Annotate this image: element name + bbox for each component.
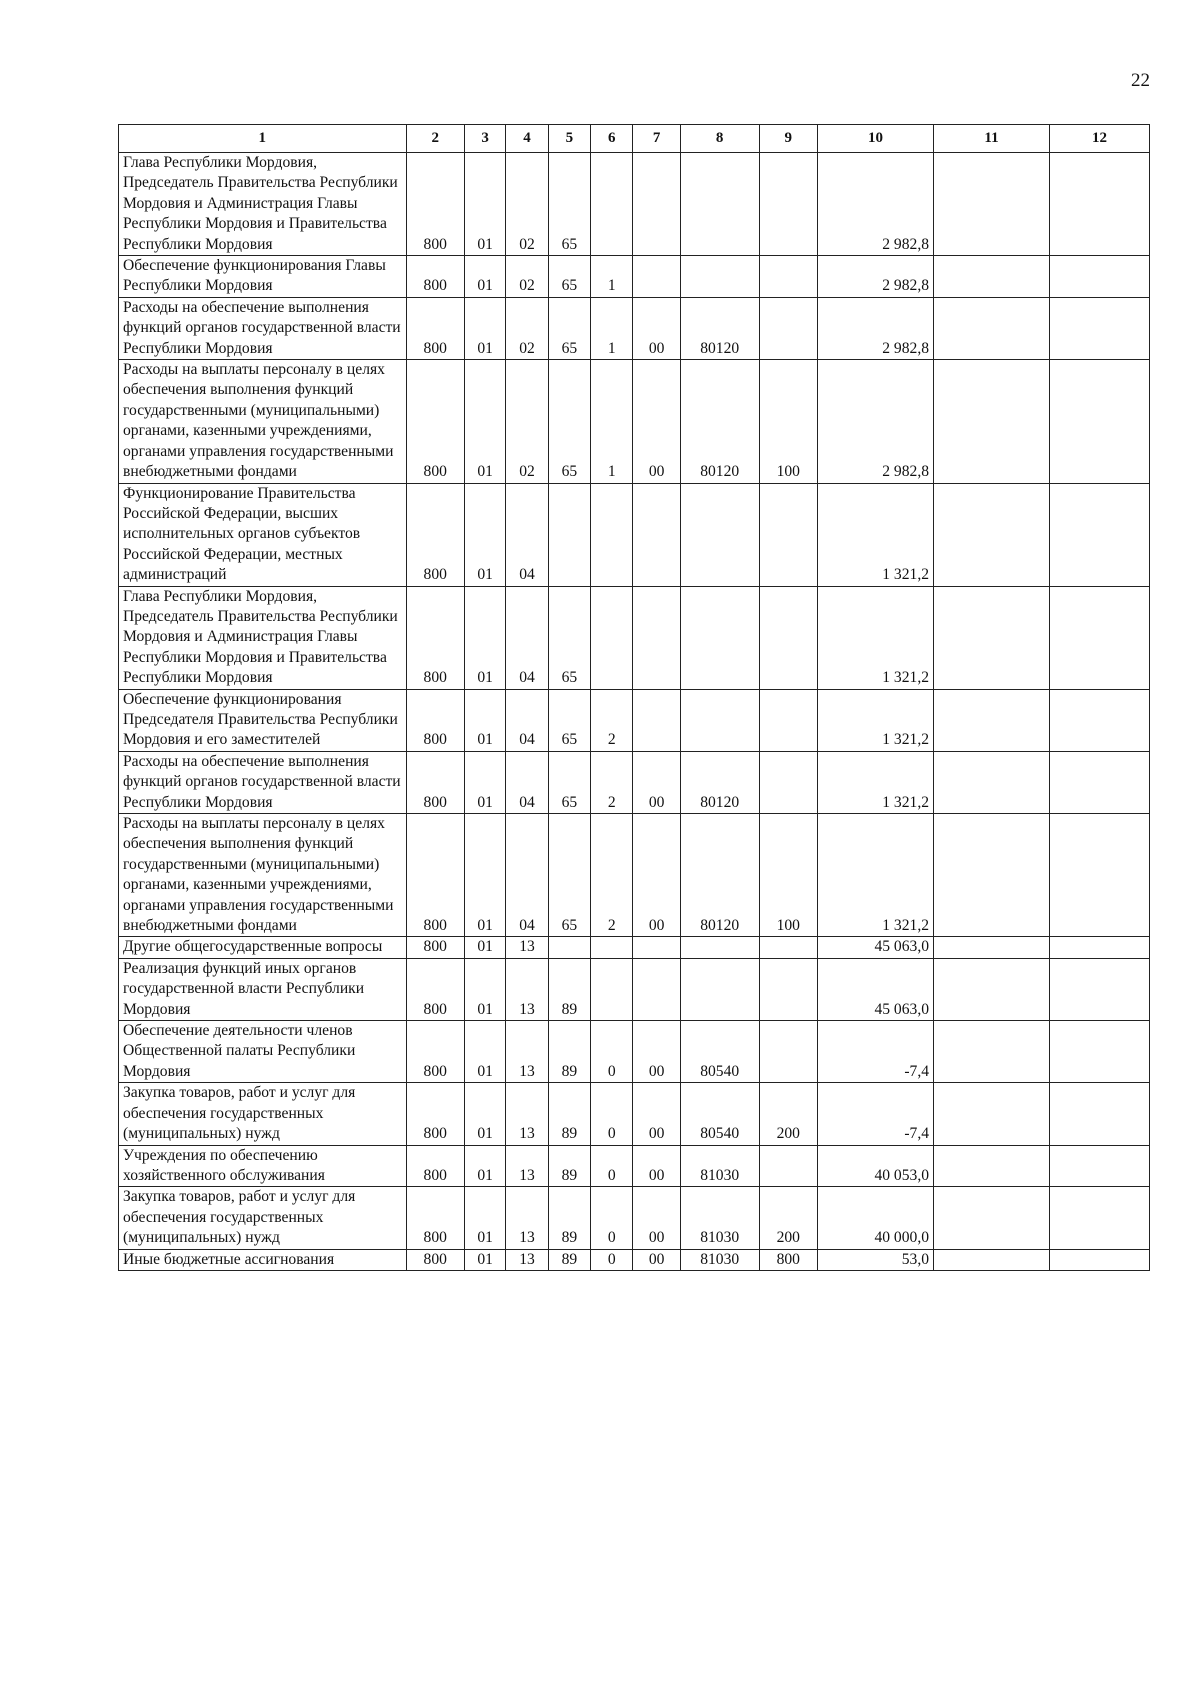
col-5-value: 89	[548, 1083, 590, 1145]
row-description: Обеспечение функционирования Главы Республики Мордовия	[119, 256, 407, 298]
col-5-value: 89	[548, 1187, 590, 1249]
col-9-value	[759, 1145, 818, 1187]
row-description: Расходы на обеспечение выполнения функций органов государственной власти Республики Мордовия	[119, 297, 407, 359]
table-row	[119, 1187, 1150, 1249]
col-7-value: 00	[633, 1021, 680, 1083]
col-11-value	[934, 153, 1050, 256]
col-4-value: 02	[506, 297, 548, 359]
row-description: Закупка товаров, работ и услуг для обеспечения государственных (муниципальных) нужд	[119, 1187, 407, 1249]
col-12-value	[1050, 1021, 1150, 1083]
col-9-value	[759, 256, 818, 298]
col-6-value: 1	[591, 256, 633, 298]
col-12-value	[1050, 751, 1150, 813]
col-8-value: 81030	[680, 1145, 759, 1187]
col-9-value: 800	[759, 1249, 818, 1270]
col-4-value: 13	[506, 1083, 548, 1145]
col-7-value: 00	[633, 1249, 680, 1270]
table-body	[119, 153, 1150, 1271]
col-8-value: 80120	[680, 814, 759, 937]
table-row	[119, 1249, 1150, 1270]
page-number: 22	[1131, 70, 1150, 91]
col-4-value: 13	[506, 958, 548, 1020]
col-5-value: 65	[548, 297, 590, 359]
col-10-amount: 40 053,0	[818, 1145, 934, 1187]
col-4-value: 13	[506, 1249, 548, 1270]
col-8-value	[680, 483, 759, 586]
row-description: Закупка товаров, работ и услуг для обеспечения государственных (муниципальных) нужд	[119, 1083, 407, 1145]
col-3-value: 01	[465, 256, 506, 298]
col-4-value: 13	[506, 1145, 548, 1187]
col-10-amount: -7,4	[818, 1083, 934, 1145]
col-9-value	[759, 958, 818, 1020]
col-9-value	[759, 1021, 818, 1083]
col-7-value: 00	[633, 751, 680, 813]
col-10-amount: -7,4	[818, 1021, 934, 1083]
col-2-value: 800	[406, 958, 465, 1020]
col-3-value: 01	[465, 937, 506, 958]
col-12-value	[1050, 958, 1150, 1020]
col-12-value	[1050, 937, 1150, 958]
table-row	[119, 297, 1150, 359]
col-header-1: 1	[119, 125, 407, 153]
col-header-2: 2	[406, 125, 465, 153]
col-4-value: 04	[506, 689, 548, 751]
table-row	[119, 153, 1150, 256]
col-11-value	[934, 937, 1050, 958]
table-row	[119, 586, 1150, 689]
col-5-value: 65	[548, 256, 590, 298]
col-3-value: 01	[465, 1249, 506, 1270]
col-9-value	[759, 586, 818, 689]
col-2-value: 800	[406, 256, 465, 298]
col-9-value	[759, 689, 818, 751]
col-9-value	[759, 751, 818, 813]
col-7-value: 00	[633, 297, 680, 359]
col-8-value: 81030	[680, 1249, 759, 1270]
col-5-value: 89	[548, 1249, 590, 1270]
col-12-value	[1050, 483, 1150, 586]
col-11-value	[934, 958, 1050, 1020]
col-7-value: 00	[633, 360, 680, 483]
col-10-amount: 1 321,2	[818, 586, 934, 689]
row-description: Расходы на выплаты персоналу в целях обеспечения выполнения функций государственными (муниципальными) органами, казенными учреждениями, органами управления государственными внебюджетными фондами	[119, 814, 407, 937]
col-3-value: 01	[465, 689, 506, 751]
table-row	[119, 256, 1150, 298]
col-5-value: 65	[548, 814, 590, 937]
col-12-value	[1050, 297, 1150, 359]
col-3-value: 01	[465, 297, 506, 359]
row-description: Функционирование Правительства Российской Федерации, высших исполнительных органов субъектов Российской Федерации, местных администраций	[119, 483, 407, 586]
col-4-value: 04	[506, 751, 548, 813]
col-5-value: 65	[548, 751, 590, 813]
col-11-value	[934, 1187, 1050, 1249]
col-4-value: 13	[506, 937, 548, 958]
col-3-value: 01	[465, 483, 506, 586]
col-header-3: 3	[465, 125, 506, 153]
col-2-value: 800	[406, 586, 465, 689]
col-5-value: 65	[548, 689, 590, 751]
col-3-value: 01	[465, 1021, 506, 1083]
col-2-value: 800	[406, 1021, 465, 1083]
col-7-value: 00	[633, 1187, 680, 1249]
col-11-value	[934, 586, 1050, 689]
col-12-value	[1050, 256, 1150, 298]
col-8-value: 80120	[680, 360, 759, 483]
col-4-value: 02	[506, 360, 548, 483]
col-8-value	[680, 958, 759, 1020]
col-11-value	[934, 1083, 1050, 1145]
col-12-value	[1050, 1083, 1150, 1145]
col-5-value: 65	[548, 586, 590, 689]
col-6-value	[591, 586, 633, 689]
col-5-value	[548, 483, 590, 586]
col-6-value: 2	[591, 689, 633, 751]
col-10-amount: 2 982,8	[818, 153, 934, 256]
col-9-value	[759, 297, 818, 359]
col-10-amount: 1 321,2	[818, 483, 934, 586]
col-2-value: 800	[406, 1187, 465, 1249]
col-9-value	[759, 153, 818, 256]
col-3-value: 01	[465, 586, 506, 689]
col-10-amount: 2 982,8	[818, 256, 934, 298]
col-5-value: 89	[548, 1021, 590, 1083]
col-10-amount: 2 982,8	[818, 297, 934, 359]
col-4-value: 13	[506, 1021, 548, 1083]
col-10-amount: 40 000,0	[818, 1187, 934, 1249]
col-9-value	[759, 483, 818, 586]
col-header-9: 9	[759, 125, 818, 153]
col-3-value: 01	[465, 751, 506, 813]
col-5-value: 89	[548, 958, 590, 1020]
col-2-value: 800	[406, 1083, 465, 1145]
col-header-6: 6	[591, 125, 633, 153]
col-12-value	[1050, 1145, 1150, 1187]
row-description: Обеспечение деятельности членов Общественной палаты Республики Мордовия	[119, 1021, 407, 1083]
row-description: Расходы на выплаты персоналу в целях обеспечения выполнения функций государственными (муниципальными) органами, казенными учреждениями, органами управления государственными внебюджетными фондами	[119, 360, 407, 483]
col-8-value: 80540	[680, 1083, 759, 1145]
col-3-value: 01	[465, 360, 506, 483]
col-2-value: 800	[406, 483, 465, 586]
col-11-value	[934, 1249, 1050, 1270]
table-row	[119, 1021, 1150, 1083]
col-2-value: 800	[406, 1249, 465, 1270]
col-3-value: 01	[465, 1145, 506, 1187]
col-4-value: 04	[506, 586, 548, 689]
col-header-12: 12	[1050, 125, 1150, 153]
col-9-value: 200	[759, 1083, 818, 1145]
col-header-11: 11	[934, 125, 1050, 153]
col-4-value: 13	[506, 1187, 548, 1249]
col-7-value: 00	[633, 1083, 680, 1145]
col-12-value	[1050, 360, 1150, 483]
table-row	[119, 483, 1150, 586]
table-row	[119, 958, 1150, 1020]
col-2-value: 800	[406, 937, 465, 958]
table-row	[119, 937, 1150, 958]
col-7-value	[633, 483, 680, 586]
col-12-value	[1050, 153, 1150, 256]
col-4-value: 02	[506, 153, 548, 256]
col-12-value	[1050, 586, 1150, 689]
col-2-value: 800	[406, 1145, 465, 1187]
col-12-value	[1050, 689, 1150, 751]
col-header-5: 5	[548, 125, 590, 153]
col-8-value: 80120	[680, 751, 759, 813]
table-row	[119, 814, 1150, 937]
col-7-value	[633, 153, 680, 256]
col-2-value: 800	[406, 751, 465, 813]
col-9-value	[759, 937, 818, 958]
row-description: Иные бюджетные ассигнования	[119, 1249, 407, 1270]
col-3-value: 01	[465, 1083, 506, 1145]
col-10-amount: 2 982,8	[818, 360, 934, 483]
table-row	[119, 689, 1150, 751]
col-8-value: 80120	[680, 297, 759, 359]
col-6-value	[591, 937, 633, 958]
table-row	[119, 751, 1150, 813]
col-11-value	[934, 689, 1050, 751]
col-3-value: 01	[465, 814, 506, 937]
col-header-8: 8	[680, 125, 759, 153]
col-10-amount: 1 321,2	[818, 751, 934, 813]
col-11-value	[934, 814, 1050, 937]
col-5-value: 89	[548, 1145, 590, 1187]
col-11-value	[934, 483, 1050, 586]
col-6-value	[591, 958, 633, 1020]
row-description: Другие общегосударственные вопросы	[119, 937, 407, 958]
row-description: Учреждения по обеспечению хозяйственного обслуживания	[119, 1145, 407, 1187]
row-description: Реализация функций иных органов государственной власти Республики Мордовия	[119, 958, 407, 1020]
col-6-value	[591, 483, 633, 586]
col-10-amount: 53,0	[818, 1249, 934, 1270]
col-9-value: 200	[759, 1187, 818, 1249]
col-7-value	[633, 958, 680, 1020]
col-11-value	[934, 1145, 1050, 1187]
col-9-value: 100	[759, 360, 818, 483]
col-6-value: 1	[591, 360, 633, 483]
col-11-value	[934, 1021, 1050, 1083]
col-6-value	[591, 153, 633, 256]
col-6-value: 0	[591, 1021, 633, 1083]
col-7-value: 00	[633, 814, 680, 937]
col-header-10: 10	[818, 125, 934, 153]
col-12-value	[1050, 814, 1150, 937]
col-7-value	[633, 689, 680, 751]
col-8-value	[680, 153, 759, 256]
col-11-value	[934, 256, 1050, 298]
col-8-value	[680, 586, 759, 689]
col-5-value: 65	[548, 360, 590, 483]
table-row	[119, 360, 1150, 483]
col-2-value: 800	[406, 360, 465, 483]
col-11-value	[934, 297, 1050, 359]
col-6-value: 0	[591, 1249, 633, 1270]
col-12-value	[1050, 1187, 1150, 1249]
col-4-value: 02	[506, 256, 548, 298]
header-row	[119, 125, 1150, 153]
col-8-value	[680, 256, 759, 298]
col-header-7: 7	[633, 125, 680, 153]
col-7-value	[633, 586, 680, 689]
budget-table	[118, 124, 1150, 1271]
col-9-value: 100	[759, 814, 818, 937]
col-2-value: 800	[406, 153, 465, 256]
row-description: Глава Республики Мордовия, Председатель Правительства Республики Мордовия и Администрация Главы Республики Мордовия и Правительства Республики Мордовия	[119, 153, 407, 256]
col-10-amount: 1 321,2	[818, 814, 934, 937]
col-6-value: 0	[591, 1083, 633, 1145]
col-4-value: 04	[506, 483, 548, 586]
col-8-value: 80540	[680, 1021, 759, 1083]
col-8-value	[680, 937, 759, 958]
col-10-amount: 45 063,0	[818, 958, 934, 1020]
table-row	[119, 1083, 1150, 1145]
col-11-value	[934, 751, 1050, 813]
col-5-value: 65	[548, 153, 590, 256]
col-10-amount: 1 321,2	[818, 689, 934, 751]
col-11-value	[934, 360, 1050, 483]
col-7-value	[633, 937, 680, 958]
col-6-value: 0	[591, 1145, 633, 1187]
col-12-value	[1050, 1249, 1150, 1270]
col-5-value	[548, 937, 590, 958]
col-8-value	[680, 689, 759, 751]
col-2-value: 800	[406, 689, 465, 751]
col-6-value: 2	[591, 751, 633, 813]
col-6-value: 2	[591, 814, 633, 937]
col-header-4: 4	[506, 125, 548, 153]
row-description: Глава Республики Мордовия, Председатель Правительства Республики Мордовия и Администрация Главы Республики Мордовия и Правительства Республики Мордовия	[119, 586, 407, 689]
col-8-value: 81030	[680, 1187, 759, 1249]
col-7-value: 00	[633, 1145, 680, 1187]
col-6-value: 0	[591, 1187, 633, 1249]
row-description: Расходы на обеспечение выполнения функций органов государственной власти Республики Мордовия	[119, 751, 407, 813]
col-3-value: 01	[465, 1187, 506, 1249]
col-2-value: 800	[406, 814, 465, 937]
col-3-value: 01	[465, 958, 506, 1020]
col-6-value: 1	[591, 297, 633, 359]
col-2-value: 800	[406, 297, 465, 359]
col-3-value: 01	[465, 153, 506, 256]
row-description: Обеспечение функционирования Председателя Правительства Республики Мордовия и его заместителей	[119, 689, 407, 751]
col-4-value: 04	[506, 814, 548, 937]
col-7-value	[633, 256, 680, 298]
col-10-amount: 45 063,0	[818, 937, 934, 958]
table-row	[119, 1145, 1150, 1187]
